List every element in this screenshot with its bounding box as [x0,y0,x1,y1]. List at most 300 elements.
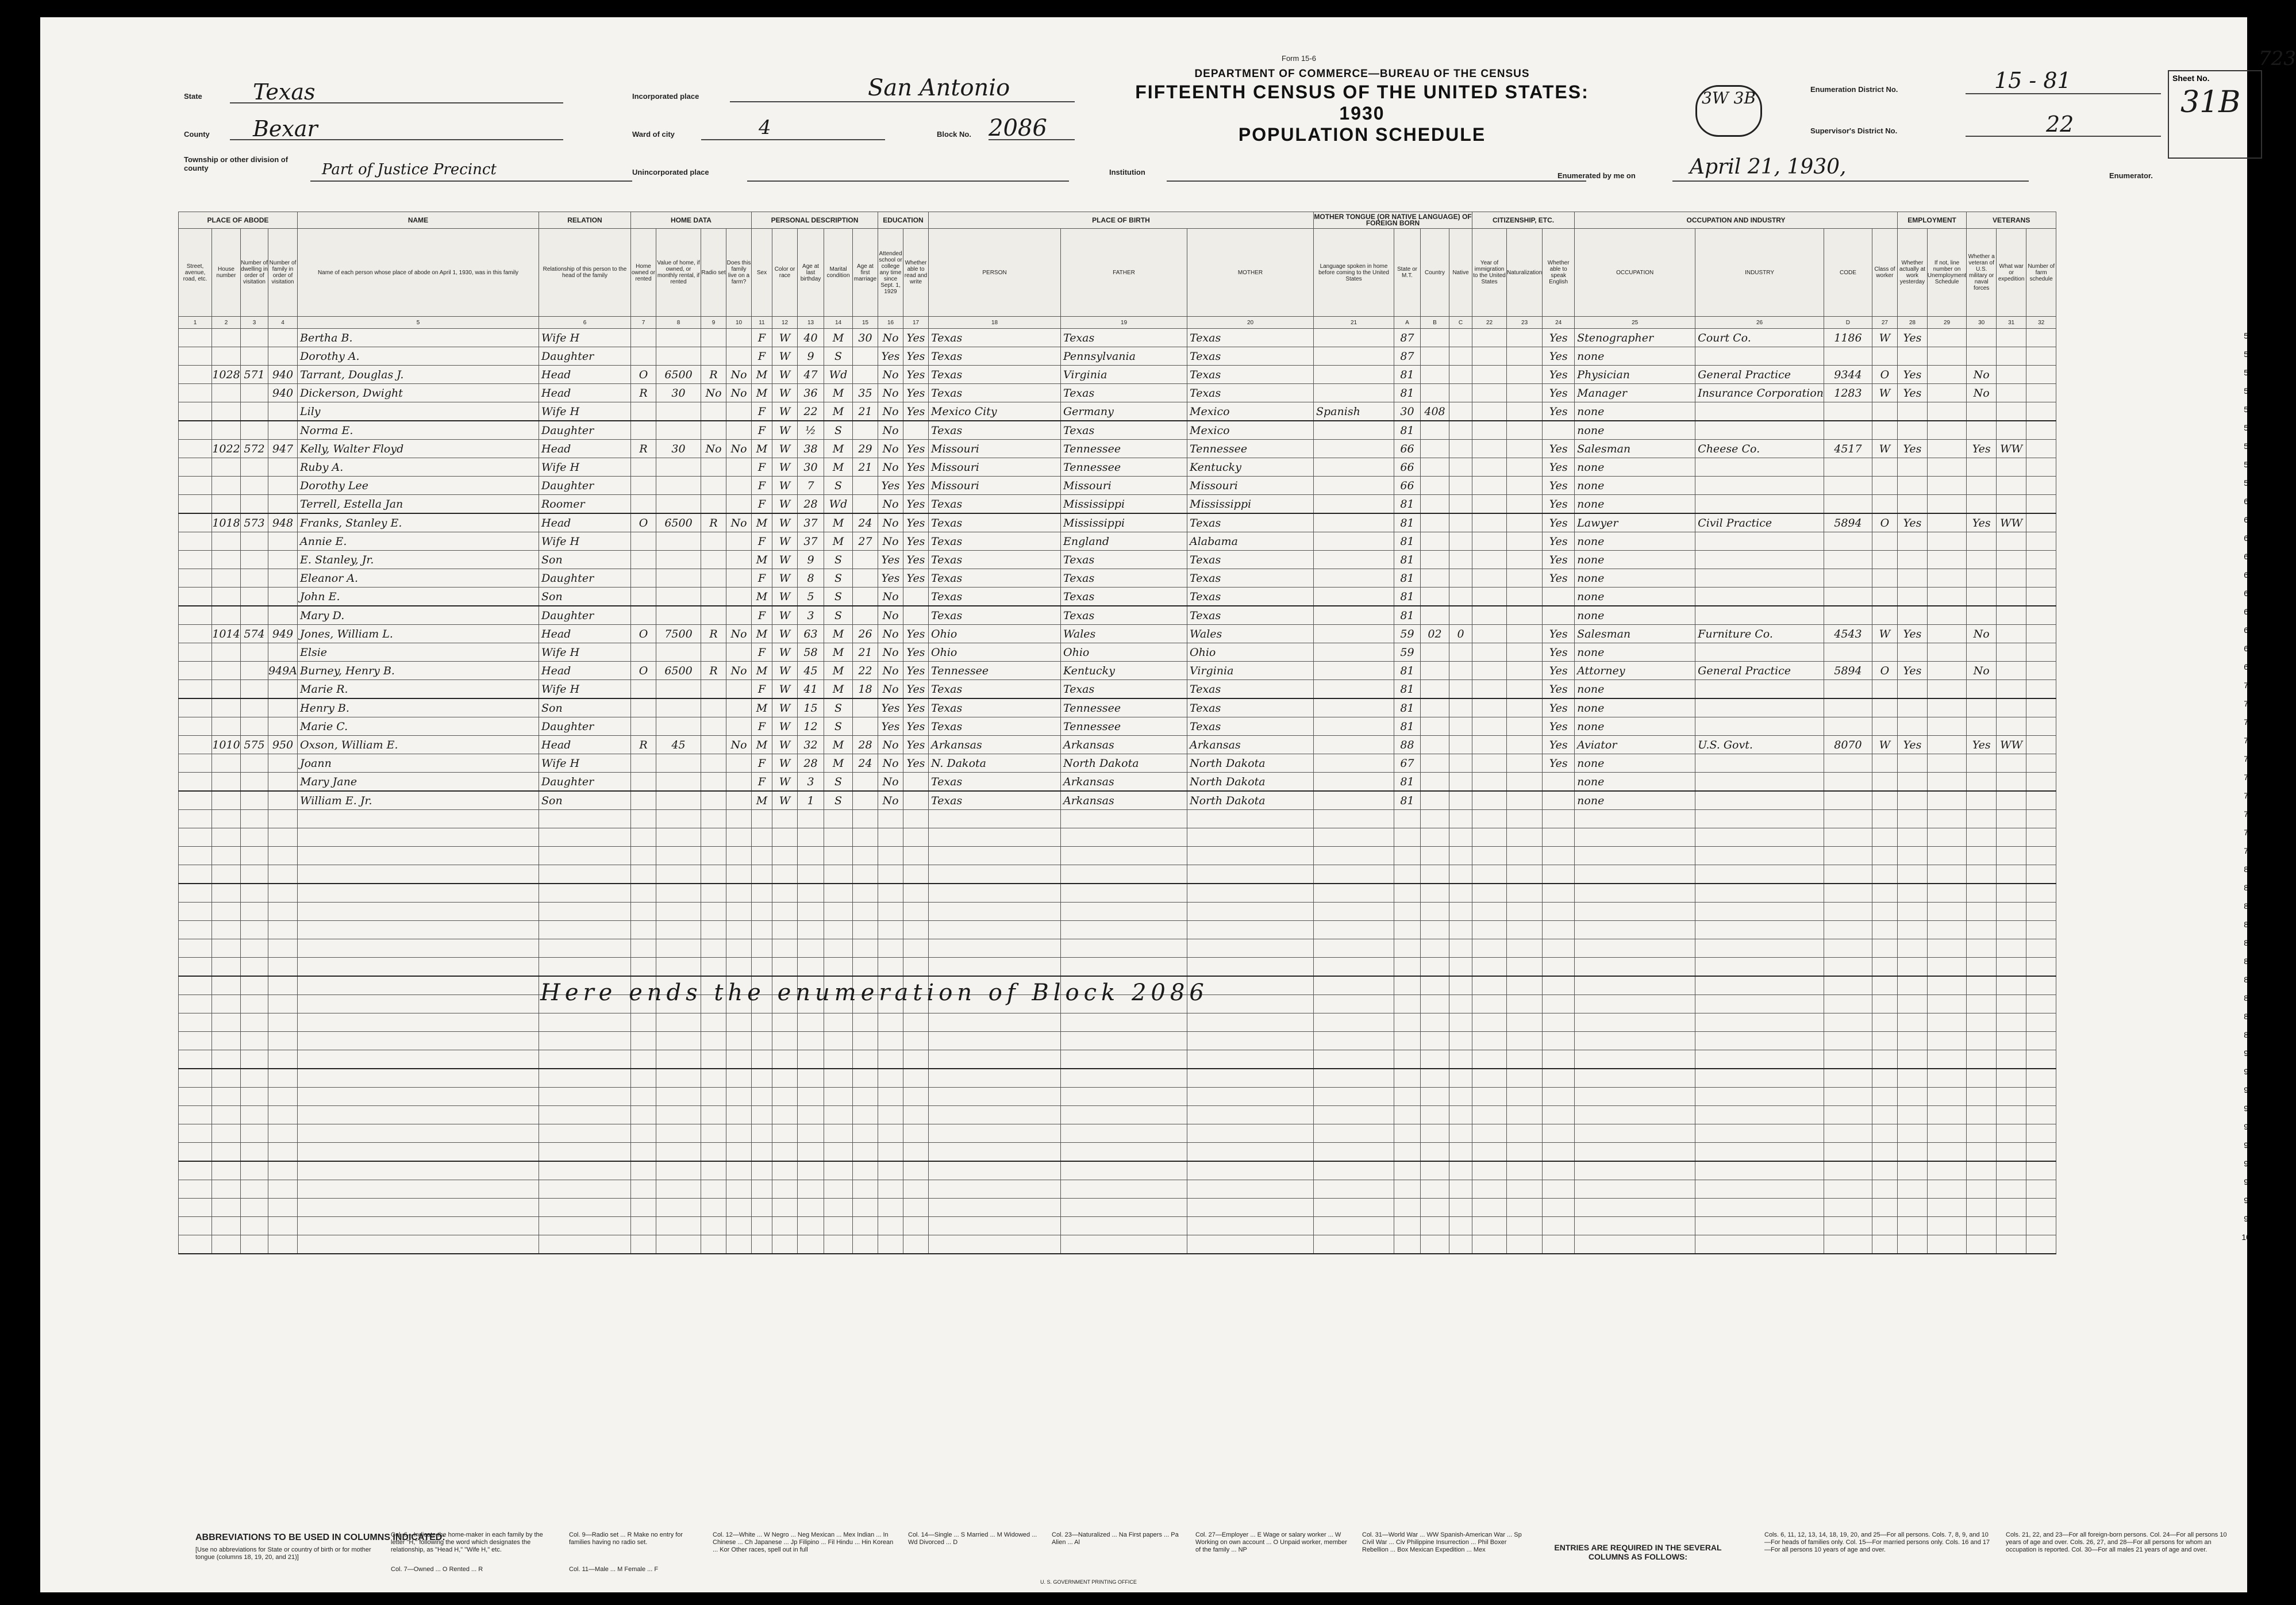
industry-cell [1695,458,1824,477]
cell-house [212,698,241,717]
empty-cell [1187,1217,1314,1235]
empty-cell [656,903,701,921]
empty-cell [824,1143,853,1162]
empty-cell [726,1088,752,1106]
empty-cell [1997,828,2026,847]
cell-farm [726,347,752,366]
empty-cell [1187,921,1314,939]
empty-cell [539,810,631,828]
empty-cell [878,828,903,847]
empty-cell [853,903,878,921]
cell-val [656,588,701,606]
empty-cell [1695,810,1824,828]
cell-unemp [1927,717,1966,736]
cell-farm [726,421,752,440]
cell-work [1897,680,1927,699]
empty-cell [903,1069,929,1088]
empty-cell [1575,828,1695,847]
race-cell: W [772,588,798,606]
cell-street [179,384,212,402]
empty-cell [268,828,298,847]
required-entries-2: Cols. 21, 22, and 23—For all foreign-born persons. Col. 24—For all persons 10 years of age and over. Cols. 26, 27, and 28—For all persons for whom an occupation is reported. Col. 30—For all males 21 years of age and over. [2006,1531,2227,1553]
column-header: Naturalization [1507,229,1543,317]
cell-st: 81 [1394,717,1421,736]
empty-cell [1314,1180,1394,1199]
birthplace-cell: Texas [929,588,1061,606]
relation-cell: Wife H [539,458,631,477]
code-cell [1824,698,1872,717]
birthplace-cell: Texas [929,329,1061,347]
empty-cell [656,939,701,958]
empty-cell [824,847,853,865]
occupation-cell: none [1575,643,1695,662]
group-home-data: HOME DATA [631,212,752,229]
empty-cell [1897,810,1927,828]
empty-cell [1695,1235,1824,1254]
cell-fam [268,791,298,810]
empty-cell [2026,1217,2056,1235]
line-number: 96 [2244,1159,2253,1168]
empty-cell [241,1032,268,1050]
cell-farmno [2026,662,2056,680]
table-row [179,736,2056,754]
empty-cell [1187,1050,1314,1069]
empty-cell [1314,1050,1394,1069]
empty-cell [656,1143,701,1162]
cell-rd: Yes [903,477,929,495]
empty-cell [1449,884,1472,903]
column-number: 8 [656,317,701,329]
empty-cell [1824,1088,1872,1106]
empty-cell [1872,847,1897,865]
occupation-cell: none [1575,569,1695,588]
cell-house [212,551,241,569]
empty-cell [1394,1143,1421,1162]
cell-farm [726,643,752,662]
empty-cell [1543,1180,1575,1199]
empty-cell [824,1032,853,1050]
cell-house [212,569,241,588]
empty-cell [1575,976,1695,995]
cell-ctry [1421,791,1449,810]
sex-cell: M [752,625,772,643]
father-birthplace-cell: Texas [1061,384,1187,402]
empty-cell [824,1180,853,1199]
empty-cell [2026,1050,2056,1069]
empty-cell [656,1050,701,1069]
table-row [179,754,2056,773]
code-cell [1824,643,1872,662]
cell-war [1997,569,2026,588]
cell-dw: 574 [241,625,268,643]
empty-cell [1824,1143,1872,1162]
line-number: 95 [2244,1141,2253,1150]
cell-natz [1507,384,1543,402]
sex-cell: F [752,606,772,625]
cell-fam [268,588,298,606]
empty-cell [929,1235,1061,1254]
cell-own [631,458,656,477]
column-header: Age at first marriage [853,229,878,317]
line-number: 92 [2244,1085,2253,1095]
cell-farmno [2026,736,2056,754]
cell-farmno [2026,384,2056,402]
table-row [179,347,2056,366]
cell-farm [726,532,752,551]
table-row [179,384,2056,402]
cell-own: O [631,366,656,384]
empty-cell [1967,1217,1997,1235]
cell-rd [903,606,929,625]
empty-cell [1695,865,1824,884]
father-birthplace-cell: Virginia [1061,366,1187,384]
empty-cell [1897,1161,1927,1180]
cell-vet [1967,532,1997,551]
cell-natz [1507,736,1543,754]
birthplace-cell: Texas [929,698,1061,717]
table-row [179,1106,2056,1124]
cell-radio [701,477,726,495]
relation-cell: Wife H [539,532,631,551]
empty-cell [772,1235,798,1254]
cell-vet: No [1967,366,1997,384]
empty-cell [878,958,903,977]
cell-radio [701,329,726,347]
cell-work [1897,773,1927,792]
cell-eng: Yes [1543,754,1575,773]
cell-work [1897,458,1927,477]
empty-cell [631,1235,656,1254]
empty-cell [1421,884,1449,903]
empty-cell [929,1069,1061,1088]
table-row [179,773,2056,792]
incorporated-field: San Antonio [730,75,1075,102]
cell-cls [1872,551,1897,569]
table-row [179,680,2056,699]
empty-cell [853,1032,878,1050]
cell-radio: R [701,366,726,384]
cell-afm [853,588,878,606]
code-cell: 5894 [1824,513,1872,532]
mother-birthplace-cell: Texas [1187,366,1314,384]
empty-cell [1872,976,1897,995]
empty-cell [1927,1013,1966,1032]
empty-cell [1872,1143,1897,1162]
birthplace-cell: Missouri [929,458,1061,477]
empty-cell [1507,1013,1543,1032]
empty-cell [1187,1124,1314,1143]
race-cell: W [772,384,798,402]
empty-cell [878,1143,903,1162]
cell-cls [1872,421,1897,440]
empty-cell [268,903,298,921]
empty-cell [631,921,656,939]
empty-cell [726,884,752,903]
cell-farm [726,402,752,421]
industry-cell: Cheese Co. [1695,440,1824,458]
cell-natz [1507,680,1543,699]
cell-st: 67 [1394,754,1421,773]
cell-dw [241,551,268,569]
empty-cell [1997,1180,2026,1199]
cell-lang [1314,643,1394,662]
empty-cell [1507,995,1543,1013]
cell-st: 87 [1394,347,1421,366]
cell-street [179,717,212,736]
cell-ctry [1421,643,1449,662]
empty-cell [1695,1013,1824,1032]
empty-cell [824,1235,853,1254]
column-header: Language spoken in home before coming to the United States [1314,229,1394,317]
birthplace-cell: Texas [929,569,1061,588]
cell-afm [853,773,878,792]
cell-dw [241,477,268,495]
age-cell: 8 [798,569,824,588]
table-row [179,1199,2056,1217]
empty-cell [1967,1161,1997,1180]
cell-eng: Yes [1543,513,1575,532]
cell-afm [853,569,878,588]
cell-val: 30 [656,440,701,458]
cell-street [179,551,212,569]
empty-cell [1394,1235,1421,1254]
empty-cell [212,884,241,903]
cell-fam [268,606,298,625]
empty-cell [1421,939,1449,958]
age-cell: 9 [798,347,824,366]
empty-cell [241,1124,268,1143]
cell-afm: 29 [853,440,878,458]
column-header: MOTHER [1187,229,1314,317]
cell-val [656,495,701,514]
cell-st: 30 [1394,402,1421,421]
empty-cell [1897,1013,1927,1032]
empty-cell [631,1217,656,1235]
cell-house: 1014 [212,625,241,643]
empty-cell [212,1013,241,1032]
empty-cell [1997,865,2026,884]
person-name-cell: Norma E. [298,421,539,440]
cell-yr [1472,754,1507,773]
cell-house: 1028 [212,366,241,384]
cell-farm: No [726,366,752,384]
empty-cell [631,810,656,828]
empty-cell [878,939,903,958]
empty-cell [1187,1106,1314,1124]
empty-cell [656,828,701,847]
empty-cell [824,1069,853,1088]
cell-cls [1872,347,1897,366]
empty-cell [1575,1050,1695,1069]
cell-work: Yes [1897,513,1927,532]
column-header: CODE [1824,229,1872,317]
empty-cell [929,1050,1061,1069]
cell-war [1997,698,2026,717]
empty-cell [1543,810,1575,828]
empty-cell [853,1235,878,1254]
person-name-cell: Lily [298,402,539,421]
empty-cell [903,1088,929,1106]
empty-cell [1314,1217,1394,1235]
father-birthplace-cell: Texas [1061,569,1187,588]
empty-cell [631,884,656,903]
empty-cell [179,1217,212,1235]
empty-cell [903,1180,929,1199]
cell-own [631,551,656,569]
empty-cell [1187,1013,1314,1032]
empty-cell [878,921,903,939]
column-number: 20 [1187,317,1314,329]
empty-cell [878,1124,903,1143]
empty-cell [752,1180,772,1199]
code-cell [1824,717,1872,736]
col11-note: Col. 11—Male ... M Female ... F [569,1566,659,1573]
table-row [179,810,2056,828]
empty-cell [1997,1050,2026,1069]
cell-natz [1507,606,1543,625]
empty-cell [853,1124,878,1143]
empty-cell [2026,976,2056,995]
empty-cell [268,976,298,995]
empty-cell [1897,847,1927,865]
empty-cell [179,828,212,847]
empty-cell [1997,1217,2026,1235]
empty-cell [212,1106,241,1124]
occupation-cell: Stenographer [1575,329,1695,347]
cell-afm [853,606,878,625]
cell-val [656,643,701,662]
cell-street [179,402,212,421]
cell-cls: O [1872,513,1897,532]
empty-cell [1575,1143,1695,1162]
empty-cell [539,1088,631,1106]
empty-cell [1897,958,1927,977]
cell-fam [268,458,298,477]
cell-own: R [631,736,656,754]
column-number: 1 [179,317,212,329]
empty-cell [212,1217,241,1235]
cell-farm: No [726,736,752,754]
empty-cell [701,903,726,921]
cell-farmno [2026,791,2056,810]
marital-cell: M [824,384,853,402]
empty-cell [1543,1217,1575,1235]
cell-vet: No [1967,625,1997,643]
code-cell: 4543 [1824,625,1872,643]
birthplace-cell: Tennessee [929,662,1061,680]
race-cell: W [772,495,798,514]
empty-cell [1394,1217,1421,1235]
person-name-cell: Burney, Henry B. [298,662,539,680]
cell-rd: Yes [903,551,929,569]
empty-cell [1449,1069,1472,1088]
cell-radio [701,754,726,773]
line-number: 91 [2244,1067,2253,1076]
empty-cell [1187,1180,1314,1199]
sex-cell: F [752,532,772,551]
empty-cell [1872,1032,1897,1050]
industry-cell: Civil Practice [1695,513,1824,532]
empty-cell [1695,884,1824,903]
table-row [179,477,2056,495]
occupation-cell: none [1575,421,1695,440]
cell-eng [1543,588,1575,606]
empty-cell [1061,847,1187,865]
empty-cell [1449,976,1472,995]
empty-cell [701,1069,726,1088]
empty-cell [1187,865,1314,884]
cell-farm [726,791,752,810]
cell-street [179,643,212,662]
empty-cell [212,847,241,865]
empty-cell [1061,1199,1187,1217]
empty-cell [1695,921,1824,939]
cell-val [656,680,701,699]
cell-st: 81 [1394,421,1421,440]
empty-cell [1872,828,1897,847]
empty-cell [1061,1069,1187,1088]
empty-cell [798,1050,824,1069]
cell-farm [726,495,752,514]
empty-cell [1967,865,1997,884]
cell-work [1897,698,1927,717]
age-cell: 9 [798,551,824,569]
cell-nat [1449,458,1472,477]
line-number: 82 [2244,901,2253,911]
cell-war [1997,366,2026,384]
empty-cell [1824,903,1872,921]
cell-val [656,606,701,625]
cell-rd: Yes [903,680,929,699]
sex-cell: F [752,402,772,421]
empty-cell [1314,1088,1394,1106]
race-cell: W [772,754,798,773]
empty-cell [1394,903,1421,921]
empty-cell [1394,847,1421,865]
cell-sch: No [878,513,903,532]
empty-cell [631,939,656,958]
cell-war [1997,643,2026,662]
cell-nat [1449,440,1472,458]
occupation-cell: none [1575,347,1695,366]
marital-cell: S [824,347,853,366]
cell-radio [701,717,726,736]
cell-vet [1967,717,1997,736]
cell-own: R [631,384,656,402]
cell-farmno [2026,717,2056,736]
empty-cell [772,828,798,847]
column-header: Number of dwelling in order of visitation [241,229,268,317]
empty-cell [1394,1032,1421,1050]
cell-natz [1507,366,1543,384]
industry-cell [1695,532,1824,551]
birthplace-cell: Texas [929,717,1061,736]
birthplace-cell: Mexico City [929,402,1061,421]
cell-eng: Yes [1543,495,1575,514]
empty-cell [772,921,798,939]
empty-cell [1394,921,1421,939]
incorporated-label: Incorporated place [632,92,699,101]
industry-cell [1695,402,1824,421]
cell-cls [1872,532,1897,551]
empty-cell [1061,1235,1187,1254]
cell-ctry [1421,754,1449,773]
cell-lang [1314,513,1394,532]
line-number: 65 [2244,589,2253,598]
cell-cls [1872,643,1897,662]
mother-birthplace-cell: Texas [1187,384,1314,402]
cell-sch: No [878,495,903,514]
